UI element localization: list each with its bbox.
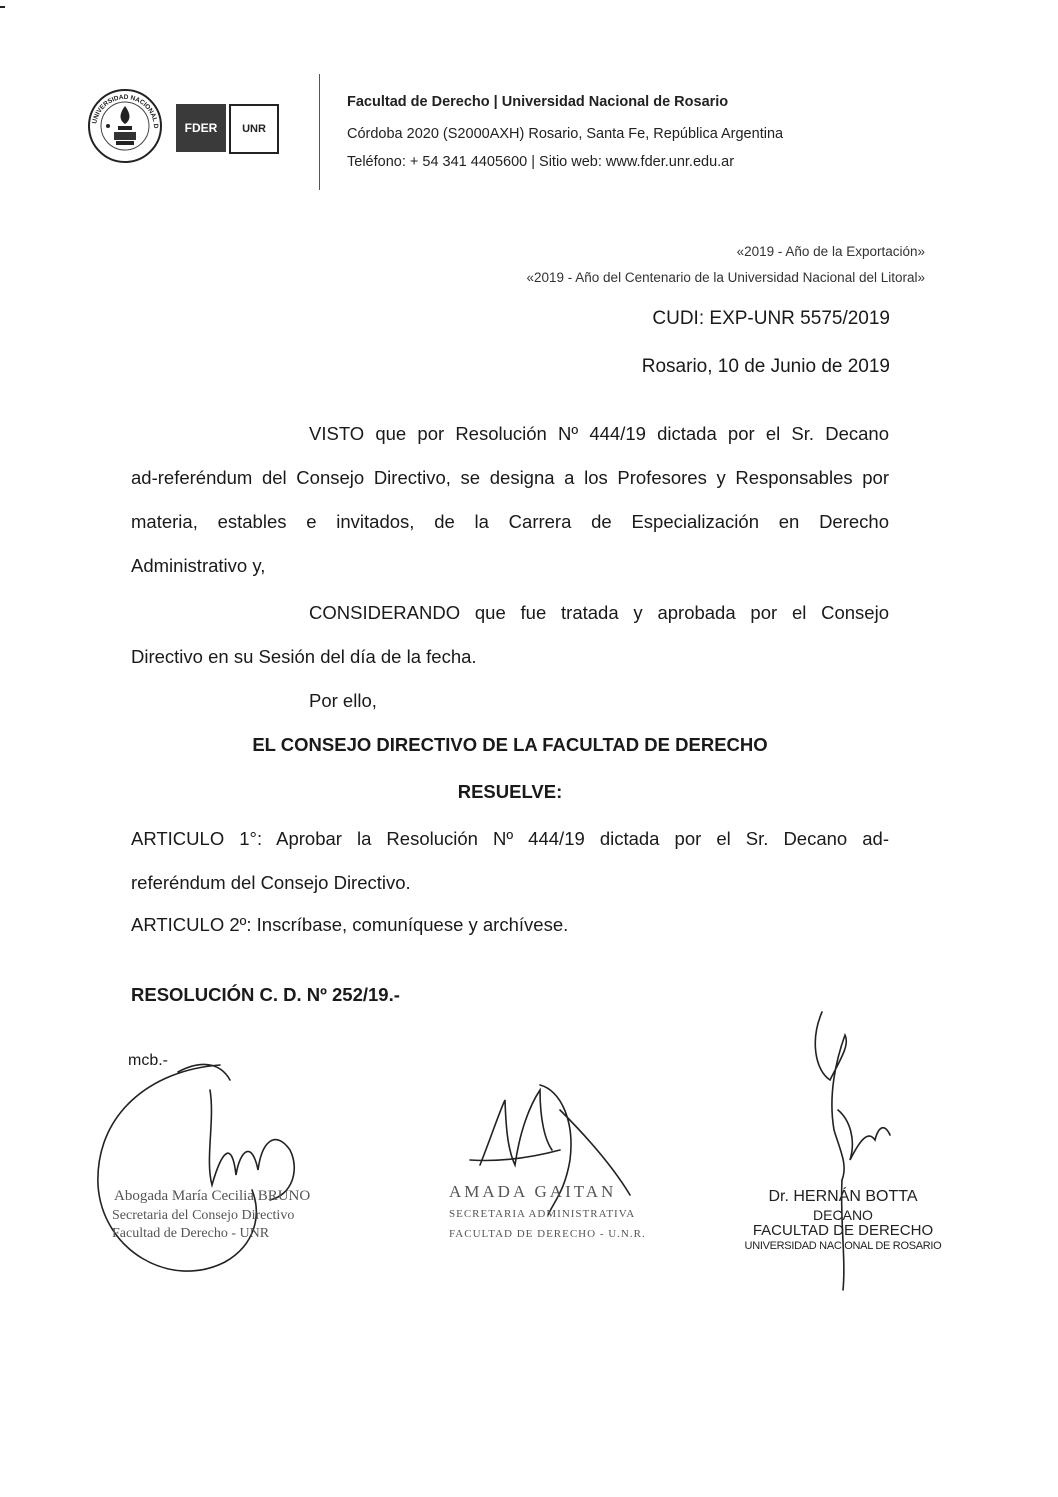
- right-signature-stroke: [815, 1012, 846, 1180]
- considerando-line-2: Directivo en su Sesión del día de la fecha.: [131, 646, 477, 667]
- signature-left-name: Abogada María Cecilia BRUNO: [114, 1188, 311, 1204]
- visto-line-4: Administrativo y,: [131, 555, 266, 576]
- resolution-number: RESOLUCIÓN C. D. Nº 252/19.-: [131, 984, 400, 1005]
- visto-line-1: VISTO que por Resolución Nº 444/19 dictada por el Sr. Decano: [309, 423, 889, 444]
- council-heading: EL CONSEJO DIRECTIVO DE LA FACULTAD DE DERECHO: [252, 734, 768, 755]
- institution-name: Facultad de Derecho | Universidad Nacional de Rosario: [347, 94, 729, 110]
- visto-line-3: materia, estables e invitados, de la Carrera de Especialización en Derecho: [131, 511, 889, 532]
- articulo-2: ARTICULO 2º: Inscríbase, comuníquese y archívese.: [131, 914, 569, 935]
- resuelve-heading: RESUELVE:: [457, 781, 563, 802]
- por-ello: Por ello,: [309, 690, 377, 711]
- right-signature-flourish: [838, 1110, 890, 1160]
- typist-initials: mcb.-: [128, 1052, 168, 1069]
- fder-logo: FDER: [176, 104, 226, 152]
- unr-logo: UNR: [229, 104, 279, 154]
- signature-center-org: FACULTAD DE DERECHO - U.N.R.: [449, 1228, 646, 1240]
- year-motto-centenary: «2019 - Año del Centenario de la Universidad Nacional del Litoral»: [526, 270, 925, 285]
- articulo-1-line-2: referéndum del Consejo Directivo.: [131, 872, 411, 893]
- signature-right-name: Dr. HERNÁN BOTTA: [768, 1188, 918, 1205]
- considerando-line-1: CONSIDERANDO que fue tratada y aprobada por el Consejo: [309, 602, 889, 623]
- year-motto-export: «2019 - Año de la Exportación»: [736, 244, 925, 259]
- place-and-date: Rosario, 10 de Junio de 2019: [641, 356, 890, 377]
- signature-left-org: Facultad de Derecho - UNR: [112, 1226, 270, 1241]
- cudi-reference: CUDI: EXP-UNR 5575/2019: [652, 308, 890, 329]
- signature-right-org: FACULTAD DE DERECHO: [752, 1222, 934, 1239]
- institution-address: Córdoba 2020 (S2000AXH) Rosario, Santa Fe, República Argentina: [347, 126, 784, 142]
- articulo-1-line-1: ARTICULO 1°: Aprobar la Resolución Nº 444/19 dictada por el Sr. Decano ad-: [131, 828, 889, 849]
- visto-line-2: ad-referéndum del Consejo Directivo, se designa a los Profesores y Responsables por: [131, 467, 889, 488]
- seal-lettering: UNIVERSIDAD NACIONAL D: [91, 93, 160, 129]
- left-signature-flourish: [209, 1090, 294, 1200]
- institution-contact: Teléfono: + 54 341 4405600 | Sitio web: www.fder.unr.edu.ar: [347, 154, 735, 170]
- signature-center-title: SECRETARIA ADMINISTRATIVA: [449, 1208, 636, 1220]
- signature-left-title: Secretaria del Consejo Directivo: [112, 1208, 295, 1223]
- signature-right-university: UNIVERSIDAD NACIONAL DE ROSARIO: [744, 1240, 942, 1252]
- signature-right-title: DECANO: [813, 1207, 873, 1223]
- signature-center-name: AMADA GAITAN: [449, 1182, 617, 1201]
